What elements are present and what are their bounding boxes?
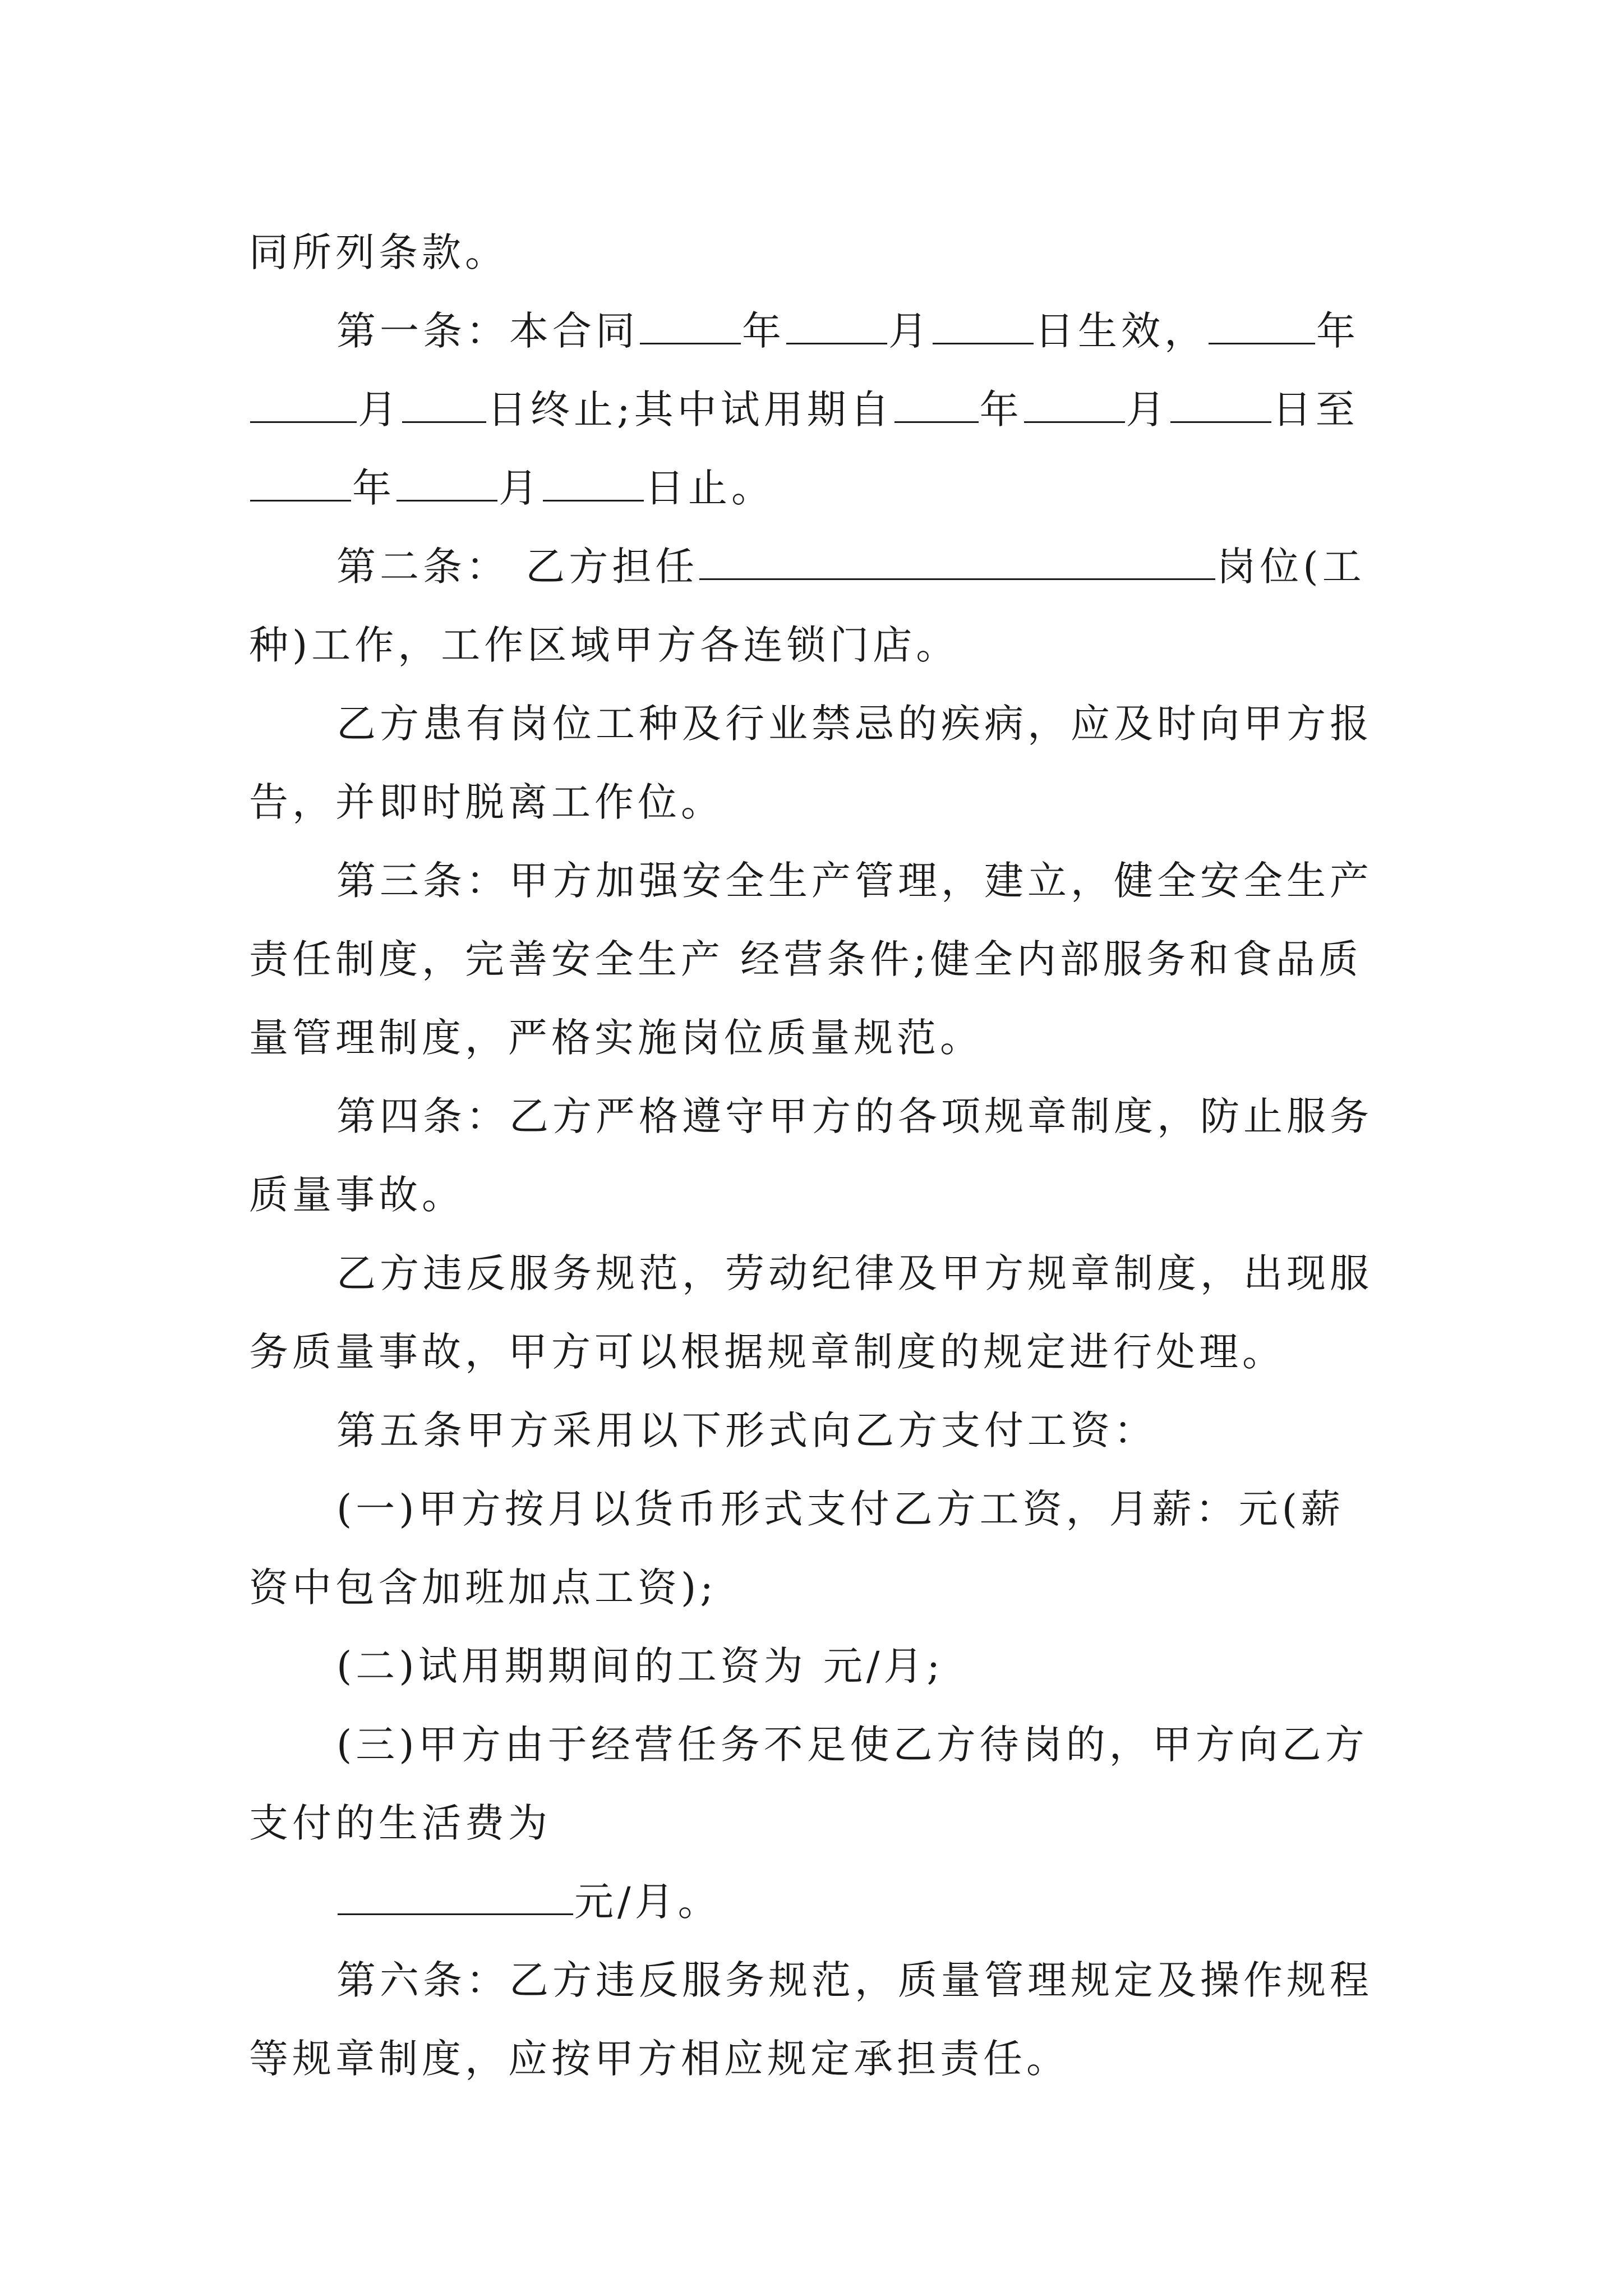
text: 年	[742, 308, 785, 354]
blank-field	[1209, 308, 1315, 344]
text: 第三条：甲方加强安全生产管理，建立，健全安全生产	[336, 858, 1373, 904]
text: 岗位(工	[1216, 544, 1366, 590]
paragraph-line	[249, 1784, 1393, 1862]
paragraph-line	[249, 1627, 1393, 1705]
text: 同所列条款。	[249, 229, 508, 275]
blank-field	[396, 465, 497, 501]
text: 第一条：本合同	[336, 308, 639, 354]
blank-field	[699, 544, 1215, 580]
blank-field	[1170, 386, 1271, 423]
text: 量管理制度，严格实施岗位质量规范。	[249, 1015, 983, 1061]
blank-field	[895, 386, 979, 423]
paragraph-line	[249, 1156, 1393, 1234]
article-2-line-1	[249, 527, 1393, 606]
blank-field	[338, 1879, 573, 1915]
paragraph-line	[249, 2019, 1393, 2098]
paragraph-line	[249, 1470, 1393, 1548]
text: 日生效，	[1035, 308, 1207, 354]
paragraph-line	[249, 1862, 1393, 1941]
text: 日止。	[645, 465, 774, 511]
text: 年	[979, 386, 1023, 432]
paragraph-line	[249, 606, 1393, 684]
article-1-line-3	[249, 449, 1393, 527]
text: 乙方违反服务规范，劳动纪律及甲方规章制度，出现服	[336, 1250, 1373, 1296]
blank-field	[250, 465, 351, 501]
blank-field	[640, 308, 741, 344]
paragraph-line	[249, 1234, 1393, 1313]
text: 支付的生活费为	[249, 1800, 551, 1846]
blank-field	[933, 308, 1034, 344]
text: 年	[352, 465, 395, 511]
text: 日至	[1272, 386, 1359, 432]
text: 月	[1126, 386, 1169, 432]
blank-field	[1024, 386, 1125, 423]
paragraph-line	[249, 684, 1393, 763]
text: 责任制度，完善安全生产 经营条件;健全内部服务和食品质	[249, 936, 1362, 982]
paragraph-line	[249, 1548, 1393, 1627]
text: 第四条：乙方严格遵守甲方的各项规章制度，防止服务	[336, 1093, 1373, 1139]
text: (一)甲方按月以货币形式支付乙方工资，月薪：元(薪	[336, 1486, 1344, 1532]
paragraph-line	[249, 920, 1393, 999]
paragraph-line	[249, 999, 1393, 1077]
article-5-line-1	[249, 1391, 1393, 1470]
text: 资中包含加班加点工资);	[249, 1565, 717, 1611]
text: 种)工作，工作区域甲方各连锁门店。	[249, 622, 960, 668]
blank-field	[543, 465, 644, 501]
text: 年	[1316, 308, 1359, 354]
text: 第五条甲方采用以下形式向乙方支付工资：	[336, 1407, 1157, 1453]
text: (三)甲方由于经营任务不足使乙方待岗的，甲方向乙方	[336, 1722, 1368, 1768]
text: 元/月。	[574, 1879, 721, 1925]
text: 日终止;其中试用期自	[487, 386, 893, 432]
article-1-line-2	[249, 370, 1393, 449]
article-4-line-1	[249, 1077, 1393, 1156]
text: 等规章制度，应按甲方相应规定承担责任。	[249, 2036, 1069, 2082]
text: 第六条：乙方违反服务规范，质量管理规定及操作规程	[336, 1957, 1373, 2003]
blank-field	[250, 386, 357, 423]
paragraph-line	[249, 1313, 1393, 1391]
article-3-line-1	[249, 841, 1393, 920]
article-6-line-1	[249, 1941, 1393, 2019]
text: 月	[358, 386, 401, 432]
paragraph-line	[249, 1705, 1393, 1784]
paragraph-line	[249, 213, 1393, 292]
text: 务质量事故，甲方可以根据规章制度的规定进行处理。	[249, 1329, 1285, 1375]
text: 第二条： 乙方担任	[336, 544, 699, 590]
article-1-line-1	[249, 292, 1393, 370]
text: 质量事故。	[249, 1172, 465, 1218]
text: 乙方患有岗位工种及行业禁忌的疾病，应及时向甲方报	[336, 701, 1373, 747]
blank-field	[402, 386, 486, 423]
text: 月	[499, 465, 542, 511]
blank-field	[786, 308, 887, 344]
paragraph-line	[249, 763, 1393, 841]
text: (二)试用期期间的工资为 元/月;	[336, 1643, 944, 1689]
text: 月	[888, 308, 932, 354]
text: 告，并即时脱离工作位。	[249, 779, 724, 825]
contract-page	[249, 213, 1393, 2098]
